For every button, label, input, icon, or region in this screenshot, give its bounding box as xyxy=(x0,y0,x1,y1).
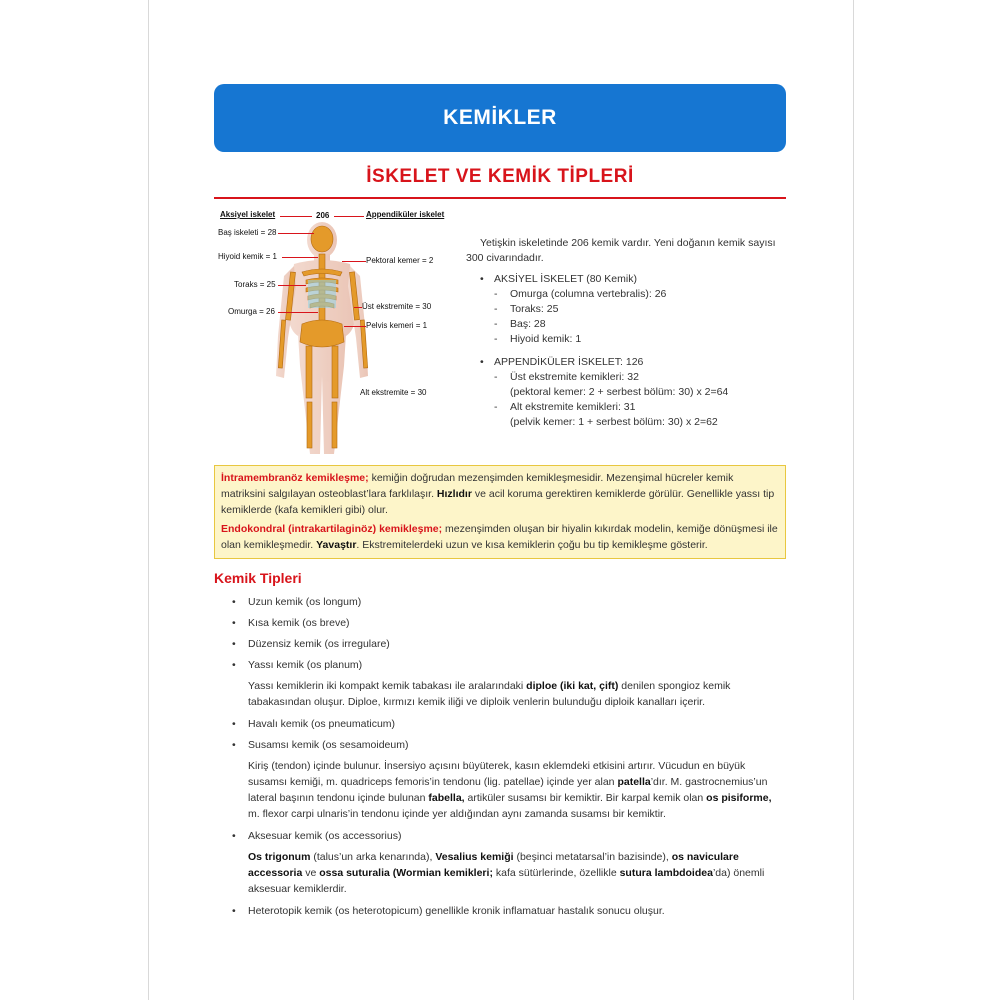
accessory-description xyxy=(232,849,786,897)
upper-limb-line xyxy=(354,307,362,308)
appendicular-skeleton-label: Appendiküler iskelet xyxy=(366,210,445,219)
axial-group xyxy=(480,272,786,347)
note-text: . Ekstremitelerdeki uzun ve kısa kemiklerin çoğu bu tip kemikleşme gösterir. xyxy=(356,539,708,551)
pectoral-label: Pektoral kemer = 2 xyxy=(366,256,434,265)
list-item: • Havalı kemik (os pneumaticum) xyxy=(232,716,786,732)
ossification-note-box xyxy=(214,465,786,559)
axial-item: - Omurga (columna vertebralis): 26 xyxy=(480,287,786,302)
skeleton-figure xyxy=(214,206,454,460)
desc-text: m. flexor carpi ulnaris’in tendonu içinde yer aldığından aynı zamanda susamsı bir kemiktir. xyxy=(248,808,666,820)
upper-limb-label: Üst ekstremite = 30 xyxy=(362,302,432,311)
desc-text: artiküler susamsı bir kemiktir. Bir karpal kemik olan xyxy=(464,792,707,804)
appendicular-upper-note: (pektoral kemer: 2 + serbest bölüm: 30) x 2=64 xyxy=(510,386,729,398)
desc-bold: ossa suturalia (Wormian kemikleri; xyxy=(319,867,493,879)
section-title: İSKELET VE KEMİK TİPLERİ xyxy=(366,166,634,187)
chapter-banner xyxy=(214,84,786,152)
desc-text: (talus’un arka kenarında), xyxy=(310,851,436,863)
skull-line xyxy=(278,233,314,234)
list-item: • Uzun kemik (os longum) xyxy=(232,594,786,610)
appendicular-lower-note: (pelvik kemer: 1 + serbest bölüm: 30) x 2=62 xyxy=(510,416,718,428)
axial-line xyxy=(280,216,312,217)
chapter-title: KEMİKLER xyxy=(443,106,557,129)
desc-text: (beşinci metatarsal’in bazisinde), xyxy=(513,851,672,863)
desc-text: Kiriş (tendon) içinde bulunur. İnsersiyo açısını büyüterek, kasın eklemdeki etkisini artırır. Vücudun en büyük susamsı kemiği, m. quadriceps femoris’in tendonu (lig. patellae) içinde yer alan xyxy=(248,760,746,788)
appendicular-line xyxy=(334,216,364,217)
list-item: • Heterotopik kemik (os heterotopicum) genellikle kronik inflamatuar hastalık sonucu oluşur. xyxy=(232,903,786,919)
section-divider xyxy=(214,197,786,199)
axial-item: - Toraks: 25 xyxy=(480,302,786,317)
desc-bold: Vesalius kemiği xyxy=(435,851,514,863)
desc-text: ’da) önemli aksesuar kemiklerdir. xyxy=(248,867,765,895)
list-item: • Düzensiz kemik (os irregulare) xyxy=(232,636,786,652)
desc-text: Yassı kemiklerin iki kompakt kemik tabakası ile aralarındaki xyxy=(248,680,527,692)
desc-bold: diploe (iki kat, çift) xyxy=(526,680,619,692)
thorax-line xyxy=(278,285,306,286)
list-item: • Aksesuar kemik (os accessorius) xyxy=(232,828,786,844)
axial-heading: • AKSİYEL İSKELET (80 Kemik) xyxy=(480,272,786,287)
bone-types-list xyxy=(232,594,786,924)
desc-bold: os pisiforme, xyxy=(706,792,772,804)
spine-label: Omurga = 26 xyxy=(228,307,275,316)
desc-bold: os naviculare accessoria xyxy=(248,851,739,879)
axial-item: - Baş: 28 xyxy=(480,317,786,332)
appendicular-lower: - Alt ekstremite kemikleri: 31 xyxy=(480,400,786,415)
list-item: • Yassı kemik (os planum) xyxy=(232,657,786,673)
appendicular-heading: • APPENDİKÜLER İSKELET: 126 xyxy=(480,355,786,370)
endochondral-term: Endokondral (intrakartilaginöz) kemikleşme; xyxy=(221,523,443,535)
hyoid-line xyxy=(282,257,318,258)
endochondral-paragraph xyxy=(221,521,779,553)
lower-limb-label: Alt ekstremite = 30 xyxy=(360,388,427,397)
desc-text: ve xyxy=(302,867,320,879)
list-item: • Kısa kemik (os breve) xyxy=(232,615,786,631)
desc-text: denilen spongioz kemik tabakasından oluşur. Diploe, kırmızı kemik iliği ve diploik venlerin bulunduğu diploik kanalları içerir. xyxy=(248,680,731,708)
desc-text: kafa sütürlerinde, özellikle xyxy=(492,867,620,879)
flat-bone-description xyxy=(232,678,786,710)
desc-bold: sutura lambdoidea xyxy=(619,867,713,879)
spine-line xyxy=(278,312,318,313)
pelvis-label: Pelvis kemeri = 1 xyxy=(366,321,428,330)
desc-text: ’dır. M. gastrocnemius’un lateral başının tendonu içinde bulunan xyxy=(248,776,768,804)
axial-skeleton-label: Aksiyel iskelet xyxy=(220,210,276,219)
appendicular-upper: - Üst ekstremite kemikleri: 32 xyxy=(480,370,786,385)
thorax-label: Toraks = 25 xyxy=(234,280,276,289)
list-item: • Susamsı kemik (os sesamoideum) xyxy=(232,737,786,753)
sesamoid-description xyxy=(232,758,786,822)
note-bold: Yavaştır xyxy=(316,539,357,551)
appendicular-group xyxy=(480,355,786,430)
intro-paragraph: Yetişkin iskeletinde 206 kemik vardır. Yeni doğanın kemik sayısı 300 civarındadır. xyxy=(466,237,776,264)
note-text: mezenşimden oluşan bir hiyalin kıkırdak modelin, kemiğe dönüşmesi ile olan kemikleşmedir. xyxy=(221,523,778,551)
pectoral-line xyxy=(342,261,366,262)
desc-bold: fabella, xyxy=(428,792,465,804)
note-bold: Hızlıdır xyxy=(436,488,472,500)
total-bones-label: 206 xyxy=(316,211,330,220)
pelvis-line xyxy=(344,326,366,327)
skull-label: Baş iskeleti = 28 xyxy=(218,228,277,237)
bone-types-heading: Kemik Tipleri xyxy=(214,570,302,586)
hyoid-label: Hiyoid kemik = 1 xyxy=(218,252,277,261)
axial-item: - Hiyoid kemik: 1 xyxy=(480,332,786,347)
intramembranous-term: İntramembranöz kemikleşme; xyxy=(221,472,369,484)
bone-count-text xyxy=(466,236,786,438)
note-text: ve acil koruma gerektiren kemiklerde görülür. Genellikle yassı tip kemiklerde (kafa kemikleri gibi) olur. xyxy=(221,488,775,516)
intramembranous-paragraph xyxy=(221,470,779,518)
desc-bold: patella xyxy=(617,776,651,788)
skeleton-illustration xyxy=(214,206,454,460)
note-text: kemiğin doğrudan mezenşimden kemikleşmesidir. Mezenşimal hücreler kemik matriksini salgılayan osteoblast’lara farklılaşır. xyxy=(221,472,734,500)
desc-bold: Os trigonum xyxy=(248,851,311,863)
